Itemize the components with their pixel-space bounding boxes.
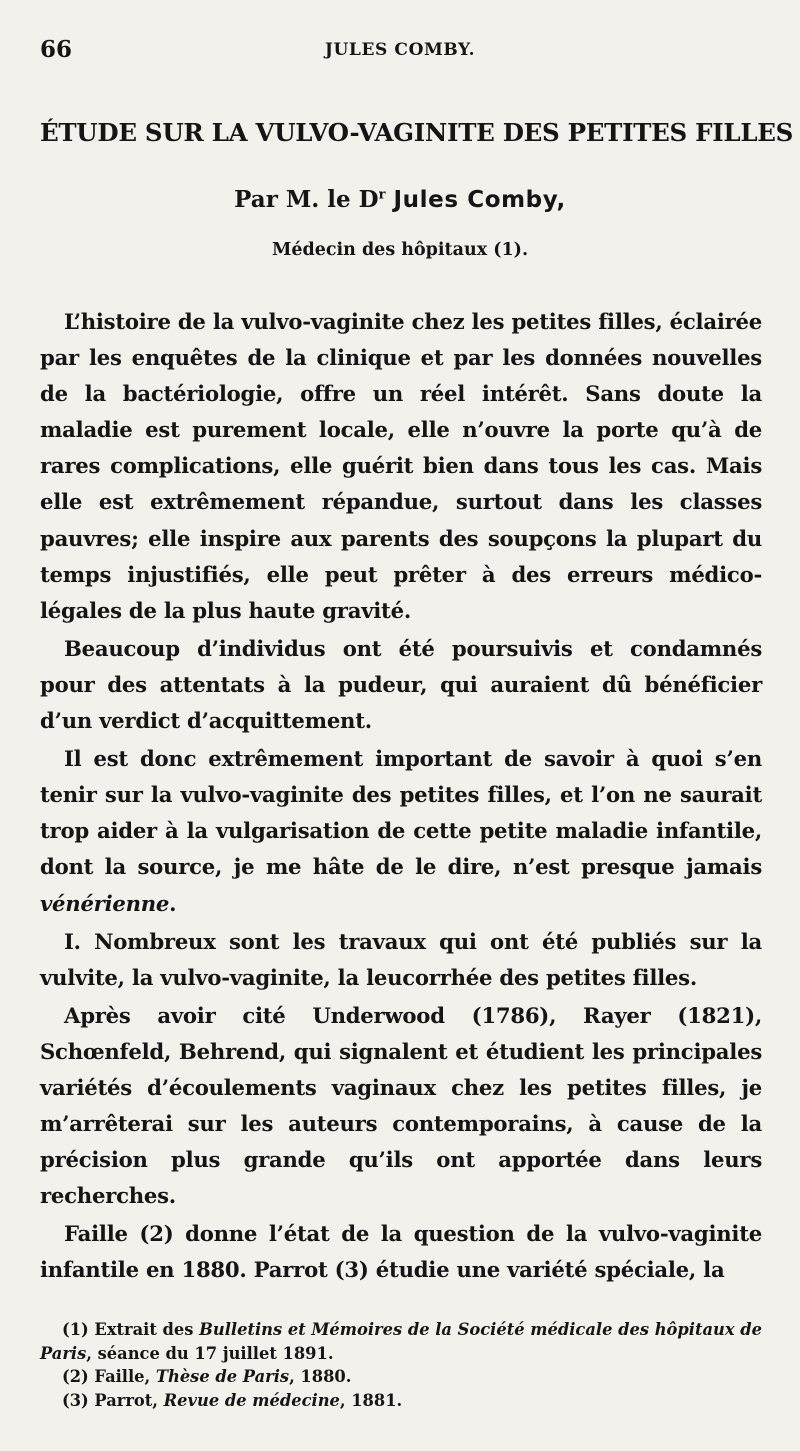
- footnote-text: , 1881.: [339, 1390, 403, 1410]
- footnote-text: , séance du 17 juillet 1891.: [86, 1343, 334, 1363]
- author-name: Jules Comby,: [393, 187, 566, 213]
- footnote-text: (2) Faille,: [62, 1367, 156, 1387]
- paragraph-italic: vénérienne: [40, 890, 170, 916]
- author-affiliation: Médecin des hôpitaux (1).: [271, 240, 529, 260]
- footnote-italic: Bulletins et Mémoires de la Société médicale des hôpitaux de Paris: [40, 1320, 762, 1363]
- footnote-text: (1) Extrait des: [62, 1320, 200, 1339]
- page-number: 66: [40, 36, 73, 63]
- running-head: JULES COMBY.: [324, 40, 476, 60]
- body-text: [40, 304, 762, 1289]
- footnote: [40, 1389, 762, 1413]
- paragraph: [40, 741, 762, 921]
- footnote: [40, 1318, 762, 1365]
- author-line: [40, 186, 760, 213]
- paragraph: Après avoir cité Underwood (1786), Rayer (1821), Schœnfeld, Behrend, qui signalent et étudient les principales variétés d’écoulements vaginaux chez les petites filles, je m’arrêterai sur les auteurs contemporains, à cause de la précision plus grande qu’ils ont apportée dans leurs recherches.: [40, 1002, 762, 1209]
- paragraph-text: Il est donc extrêmement important de savoir à quoi s’en tenir sur la vulvo-vaginite des petites filles, et l’on ne saurait trop aider à la vulgarisation de cette petite maladie infantile, dont la source, je me hâte de le dire, n’est presque jamais: [40, 746, 762, 880]
- footnote-italic: Thèse de Paris: [155, 1367, 290, 1387]
- footnote: [40, 1365, 762, 1389]
- paragraph: Faille (2) donne l’état de la question de la vulvo-vaginite infantile en 1880. Parrot (3) étudie une variété spéciale, la: [40, 1221, 762, 1283]
- paragraph: I. Nombreux sont les travaux qui ont été publiés sur la vulvite, la vulvo-vaginite, la leucorrhée des petites filles.: [40, 928, 762, 990]
- author-superscript: r: [378, 187, 386, 203]
- footnote-text: (3) Parrot,: [62, 1390, 164, 1410]
- article-title: ÉTUDE SUR LA VULVO-VAGINITE DES PETITES FILLES: [40, 118, 794, 147]
- footnote-text: , 1880.: [289, 1367, 352, 1387]
- paragraph-text: .: [169, 890, 177, 916]
- page-header: [40, 36, 760, 64]
- paragraph: Beaucoup d’individus ont été poursuivis et condamnés pour des attentats à la pudeur, qui auraient dû bénéficier d’un verdict d’acquittement.: [40, 635, 762, 734]
- footnotes: [40, 1318, 762, 1412]
- author-prefix: Par M. le D: [234, 186, 379, 213]
- footnote-italic: Revue de médecine: [163, 1390, 340, 1410]
- paragraph: L’histoire de la vulvo-vaginite chez les petites filles, éclairée par les enquêtes de la clinique et par les données nouvelles de la bactériologie, offre un réel intérêt. Sans doute la maladie est purement locale, elle n’ouvre la porte qu’à de rares complications, elle guérit bien dans tous les cas. Mais elle est extrêmement répandue, surtout dans les classes pauvres; elle inspire aux parents des soupçons la plupart du temps injustifiés, elle peut prêter à des erreurs médico-légales de la plus haute gravité.: [40, 309, 762, 623]
